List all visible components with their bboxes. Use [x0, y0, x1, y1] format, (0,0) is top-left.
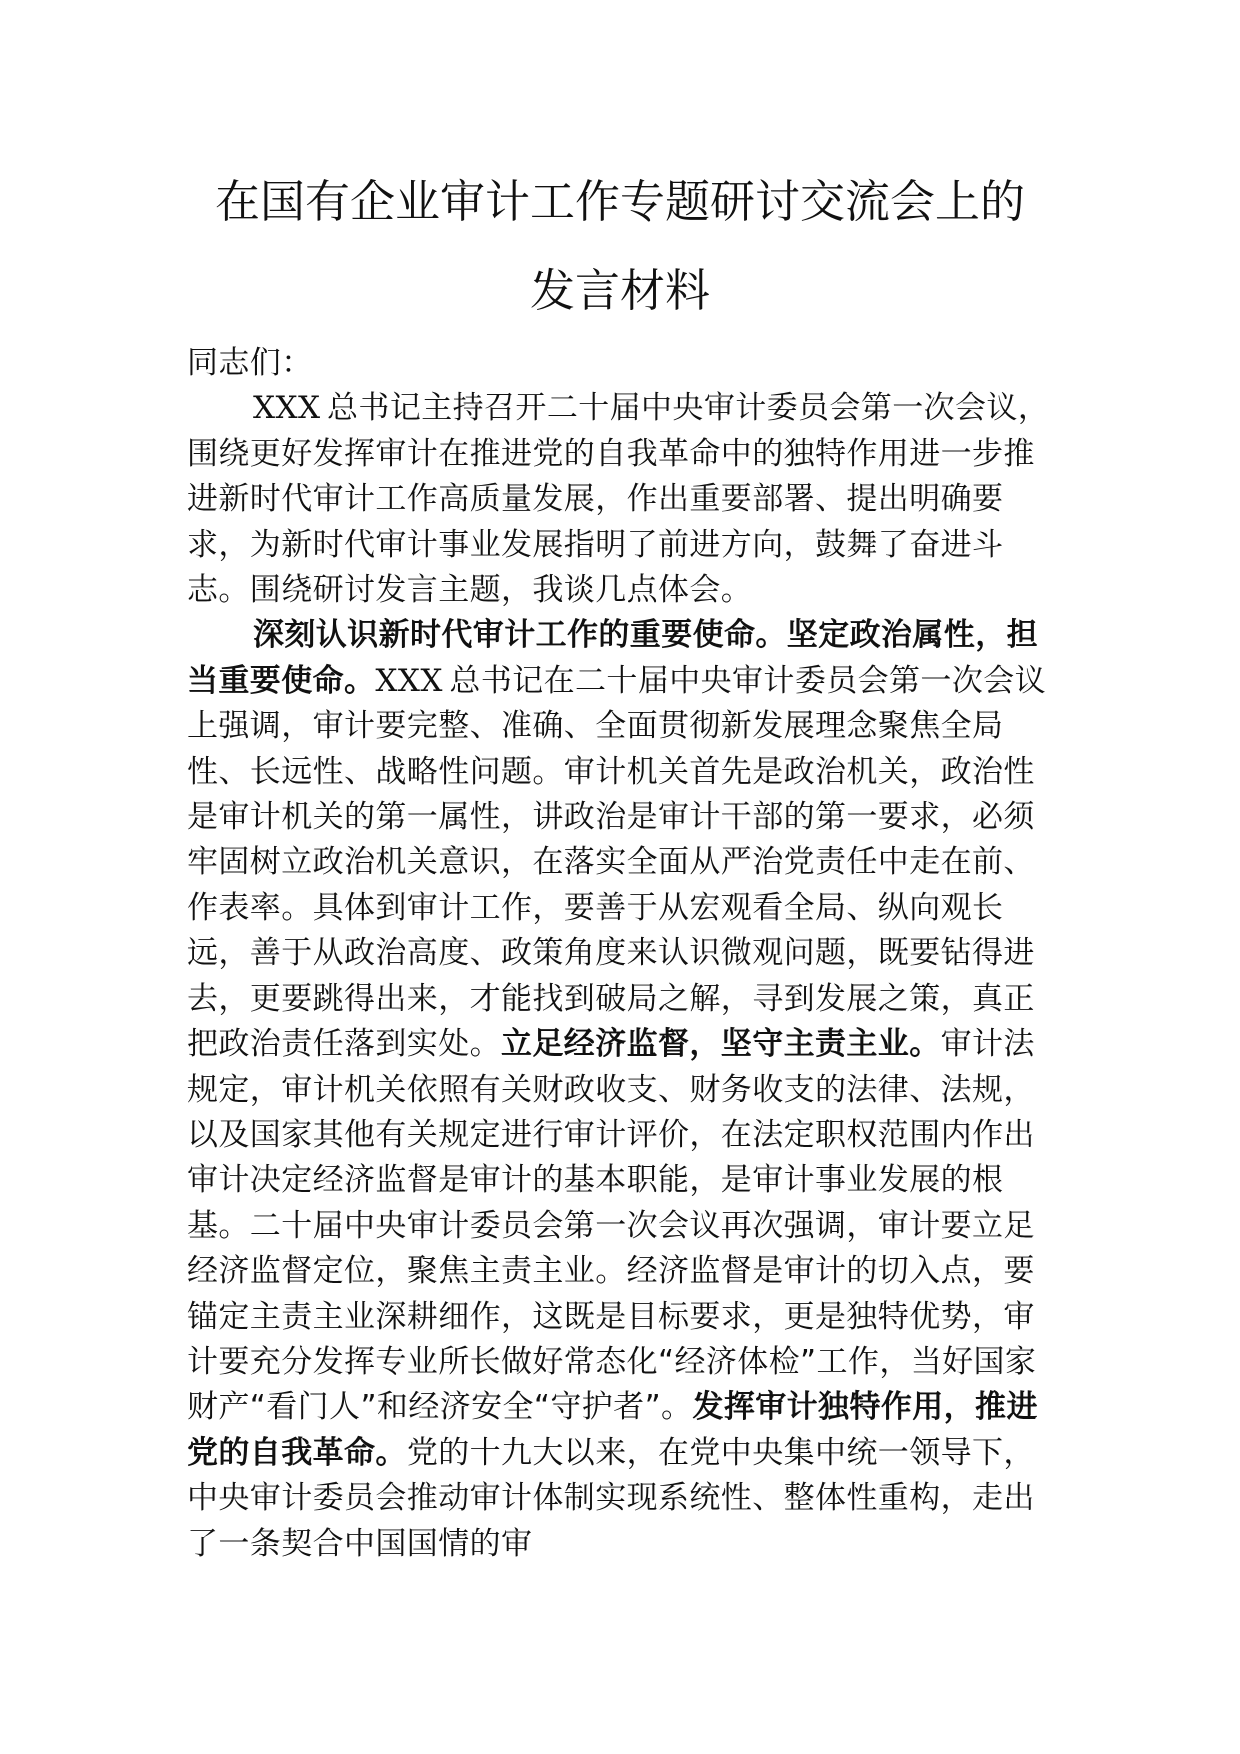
document-title-line-1: 在国有企业审计工作专题研讨交流会上的: [214, 175, 1025, 228]
intro-text: 总书记主持召开二十届中央审计委员会第一次会议，围绕更好发挥审计在推进党的自我革命中的独特作用进一步推进新时代审计工作高质量发展，作出重要部署、提出明确要求，为新时代审计事业发展指明了前进方向，鼓舞了奋进斗志。围绕研讨发言主题，我谈几点体会。: [187, 390, 1050, 609]
section2-text: 审计法规定，审计机关依照有关财政收支、财务收支的法律、法规，以及国家其他有关规定进行审计评价，在法定职权范围内作出审计决定经济监督是审计的基本职能，是审计事业发展的根基。二十届中央审计委员会第一次会议再次强调，审计要立足经济监督定位，聚焦主责主业。经济监督是审计的切入点，要锚定主责主业深耕细作，这既是目标要求，更是独特优势，审计要充分发挥专业所长做好常态化“经济体检”工作，当好国家财产“看门人”和经济安全“守护者”。: [187, 1026, 1037, 1426]
document-body: [187, 341, 1057, 1567]
intro-name: XXX: [253, 390, 321, 427]
section3-text: 党的十九大以来，在党中央集中统一领导下，中央审计委员会推动审计体制实现系统性、整体性重构，走出了一条契合中国国情的审: [187, 1434, 1035, 1562]
intro-paragraph: [187, 386, 1057, 613]
section-paragraph: [187, 613, 1057, 1567]
document-title-line-2: 发言材料: [529, 264, 710, 317]
section3-heading: 发挥审计独特作用，推进党的自我革命。: [187, 1389, 1038, 1471]
section1-heading: 深刻认识新时代审计工作的重要使命。坚定政治属性，担当重要使命。: [187, 617, 1038, 699]
section2-heading: 立足经济监督，坚守主责主业。: [501, 1026, 941, 1063]
section1-name: XXX: [375, 662, 443, 699]
salutation: 同志们：: [187, 345, 313, 381]
section1-text: 总书记在二十届中央审计委员会第一次会议上强调，审计要完整、准确、全面贯彻新发展理念聚焦全局性、长远性、战略性问题。审计机关首先是政治机关，政治性是审计机关的第一属性，讲政治是审计干部的第一要求，必须牢固树立政治机关意识，在落实全面从严治党责任中走在前、作表率。具体到审计工作，要善于从宏观看全局、纵向观长远，善于从政治高度、政策角度来认识微观问题，既要钻得进去，更要跳得出来，才能找到破局之解，寻到发展之策，真正把政治责任落到实处。: [187, 662, 1047, 1063]
